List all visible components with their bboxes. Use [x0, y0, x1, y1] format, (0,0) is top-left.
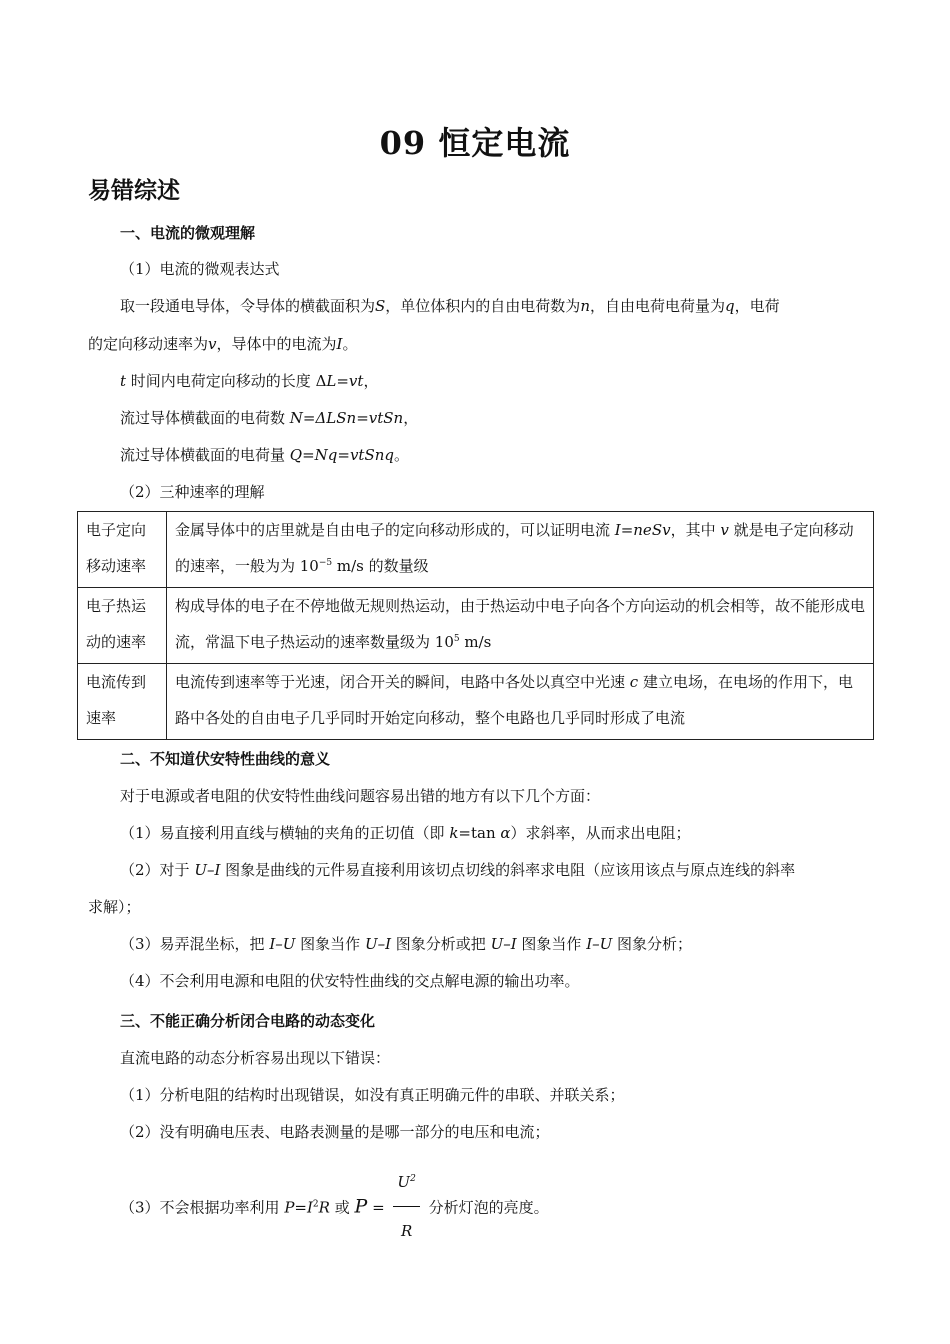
s1-line-count: [120, 407, 418, 429]
formula: P=I: [284, 1198, 313, 1217]
s2-item1: [120, 822, 691, 844]
row-label: 电流传到速率: [78, 664, 167, 740]
var-c: c: [629, 673, 639, 691]
text: =tan: [458, 824, 501, 842]
s3-intro: 直流电路的动态分析容易出现以下错误：: [120, 1049, 391, 1067]
text: 分析灯泡的亮度。: [423, 1198, 549, 1217]
s3-item1: （1）分析电阻的结构时出现错误，如没有真正明确元件的串联、并联关系；: [120, 1086, 625, 1104]
formula: Q=Nq=vtSnq: [289, 446, 394, 464]
s1-line-length: [120, 370, 378, 392]
var-S: S: [375, 297, 386, 315]
s1-sub1: （1）电流的微观表达式: [120, 260, 280, 278]
s2-heading: 二、不知道伏安特性曲线的意义: [120, 750, 331, 768]
var-n: n: [580, 297, 590, 315]
formula: U–I: [194, 861, 221, 879]
speed-table: [77, 511, 874, 740]
var-I: I: [336, 335, 343, 353]
text: 。: [342, 335, 358, 353]
fraction: [393, 1160, 419, 1253]
var-R: R: [318, 1198, 330, 1217]
s2-intro: 对于电源或者电阻的伏安特性曲线问题容易出错的地方有以下几个方面：: [120, 787, 601, 805]
section-heading: 易错综述: [88, 177, 180, 204]
row-content: [167, 512, 874, 588]
table-row: [78, 588, 874, 664]
text: m/s 的数量级: [332, 557, 429, 575]
var-q: q: [725, 297, 735, 315]
text: ，电荷: [734, 297, 780, 315]
formula: U–I: [490, 935, 517, 953]
text: ，导体中的电流为: [216, 335, 337, 353]
row-content: [167, 588, 874, 664]
s3-heading: 三、不能正确分析闭合电路的动态变化: [120, 1012, 376, 1030]
formula: N=ΔLSn=vtSn: [289, 409, 404, 427]
s1-paragraph-line2: [88, 333, 357, 355]
text: 流过导体横截面的电荷数: [120, 409, 290, 427]
text: 图象分析；: [612, 935, 693, 953]
fraction-numerator: [393, 1160, 419, 1207]
text: ，: [403, 409, 419, 427]
s3-item2: （2）没有明确电压表、电路表测量的是哪一部分的电压和电流；: [120, 1123, 550, 1141]
text: ，: [363, 372, 379, 390]
s2-item2-line1: [120, 859, 795, 881]
var-v: v: [208, 335, 217, 353]
s1-heading: 一、电流的微观理解: [120, 224, 256, 242]
text: （3）不会根据功率利用: [120, 1198, 285, 1217]
s2-item4: （4）不会利用电源和电阻的伏安特性曲线的交点解电源的输出功率。: [120, 972, 580, 990]
formula: I=neSv: [614, 521, 671, 539]
s2-item2-line2: 求解）；: [88, 898, 141, 916]
s1-sub2: （2）三种速率的理解: [120, 483, 265, 501]
text: 就是电子定向移动的速率，一般为为 10: [175, 521, 854, 575]
table-row: [78, 664, 874, 740]
s3-item3: [120, 1162, 549, 1255]
text: 的定向移动速率为: [88, 335, 209, 353]
row-label: 电子定向移动速率: [78, 512, 167, 588]
row-content: [167, 664, 874, 740]
text: m/s: [459, 633, 492, 651]
text: 取一段通电导体，令导体的横截面积为: [120, 297, 376, 315]
exponent: 5: [453, 634, 460, 644]
text: 电流传到速率等于光速，闭合开关的瞬间，电路中各处以真空中光速: [175, 673, 630, 691]
text: 流过导体横截面的电荷量: [120, 446, 290, 464]
equals-sign: =: [367, 1198, 390, 1217]
formula: L=vt: [326, 372, 364, 390]
exponent: 2: [312, 1199, 319, 1210]
fraction-denominator: R: [400, 1222, 413, 1240]
row-label: 电子热运动的速率: [78, 588, 167, 664]
var-v: v: [720, 521, 729, 539]
text: 图象分析或把: [391, 935, 491, 953]
text: ，单位体积内的自由电荷数为: [385, 297, 581, 315]
s2-item3: [120, 933, 692, 955]
text: 图象是曲线的元件易直接利用该切点切线的斜率求电阻（应该用该点与原点连线的斜率: [220, 861, 796, 879]
text: 构成导体的电子在不停地做无规则热运动，由于热运动中电子向各个方向运动的机会相等，故不能形成电流，常温下电子热运动的速率数量级为 10: [175, 597, 866, 651]
text: （1）易直接利用直线与横轴的夹角的正切值（即: [120, 824, 450, 842]
text: 建立电场，在电场的作用下，电路中各处的自由电子几乎同时开始定向移动，整个电路也几乎同时形成了电流: [175, 673, 853, 727]
var-P: P: [354, 1195, 368, 1218]
text: 或: [329, 1198, 355, 1217]
var-U: U: [397, 1173, 411, 1191]
formula: U–I: [364, 935, 392, 953]
text: ）求斜率，从而求出电阻；: [510, 824, 691, 842]
s1-line-charge: [120, 444, 409, 466]
text: 图象当作: [295, 935, 365, 953]
var-t: t: [120, 372, 127, 390]
s1-paragraph-line1: [120, 295, 780, 317]
text: （2）对于: [120, 861, 195, 879]
text: 图象当作: [516, 935, 587, 953]
formula: I–U: [586, 935, 613, 953]
var-k: k: [449, 824, 459, 842]
page-title: 09 恒定电流: [379, 124, 571, 162]
table-row: [78, 512, 874, 588]
text: 时间内电荷定向移动的长度 Δ: [126, 372, 327, 390]
exponent: 2: [410, 1174, 416, 1184]
exponent: −5: [318, 558, 333, 568]
text: ，自由电荷电荷量为: [589, 297, 725, 315]
text: 金属导体中的店里就是自由电子的定向移动形成的，可以证明电流: [175, 521, 615, 539]
formula: I–U: [269, 935, 296, 953]
text: 。: [393, 446, 409, 464]
text: ，其中: [670, 521, 721, 539]
var-alpha: α: [500, 824, 511, 842]
text: （3）易弄混坐标，把: [120, 935, 270, 953]
